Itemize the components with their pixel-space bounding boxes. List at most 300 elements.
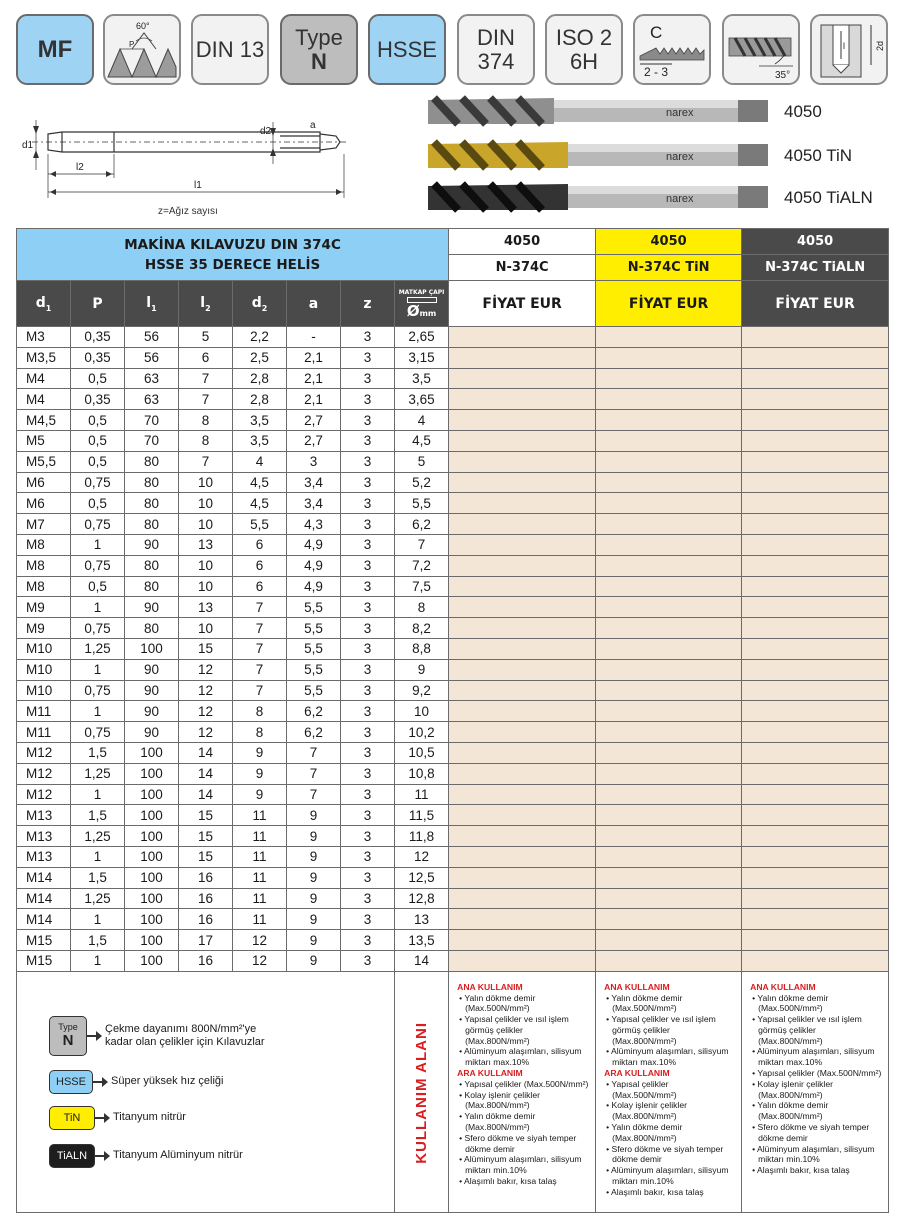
table-row: [17, 659, 889, 680]
price-cell: [742, 805, 889, 826]
table-row: [17, 514, 889, 535]
table-row: [17, 930, 889, 951]
cell-d1: M8: [17, 576, 71, 597]
cell-d1: M10: [17, 680, 71, 701]
din374-line1: DIN: [477, 24, 515, 50]
cell-d2: 7: [233, 638, 287, 659]
cell-p: 1,5: [71, 867, 125, 888]
cell-l1: 90: [125, 701, 179, 722]
arrow-right-icon: [95, 1155, 107, 1157]
cell-l2: 12: [179, 701, 233, 722]
cell-z: 3: [341, 950, 395, 971]
cell-drill: 13,5: [395, 930, 449, 951]
cell-z: 3: [341, 680, 395, 701]
cell-l2: 10: [179, 514, 233, 535]
cell-d2: 2,5: [233, 347, 287, 368]
cell-z: 3: [341, 763, 395, 784]
price-cell: [449, 742, 596, 763]
type-n-label: N: [311, 48, 327, 74]
cell-d2: 4,5: [233, 472, 287, 493]
cell-d2: 8: [233, 722, 287, 743]
cell-l1: 90: [125, 597, 179, 618]
price-cell: [596, 701, 742, 722]
usage-section: [17, 971, 889, 1212]
cell-p: 1,5: [71, 742, 125, 763]
iso-line1: ISO 2: [555, 24, 613, 50]
cell-l2: 15: [179, 846, 233, 867]
cell-l1: 90: [125, 680, 179, 701]
cell-p: 0,5: [71, 493, 125, 514]
price-cell: [596, 930, 742, 951]
price-cell: [742, 472, 889, 493]
cell-l2: 10: [179, 555, 233, 576]
legend-text: Titanyum Alüminyum nitrür: [113, 1149, 243, 1162]
cell-l1: 80: [125, 555, 179, 576]
cell-drill: 5: [395, 451, 449, 472]
price-cell: [596, 451, 742, 472]
price-cell: [742, 576, 889, 597]
price-cell: [596, 472, 742, 493]
col-header-a: a: [287, 281, 341, 327]
cell-p: 0,75: [71, 514, 125, 535]
cell-l2: 16: [179, 888, 233, 909]
cell-l1: 100: [125, 638, 179, 659]
price-cell: [449, 826, 596, 847]
legend-badge-tin: TiN: [49, 1106, 95, 1130]
cell-a: 5,5: [287, 597, 341, 618]
usage-item: • Alüminyum alaşımları, silisyum miktarı min.10%: [606, 1165, 729, 1187]
cell-d2: 5,5: [233, 514, 287, 535]
cell-drill: 7: [395, 534, 449, 555]
legend-text: Çekme dayanımı 800N/mm²'ye kadar olan çelikler için Kılavuzlar: [105, 1022, 265, 1048]
legend-text: Titanyum nitrür: [113, 1111, 186, 1124]
cell-l2: 7: [179, 451, 233, 472]
table-title: [17, 229, 449, 281]
cell-d1: M10: [17, 659, 71, 680]
table-row: [17, 950, 889, 971]
cell-a: 5,5: [287, 618, 341, 639]
cell-z: 3: [341, 534, 395, 555]
usage-item: • Alaşımlı bakır, kısa talaş: [606, 1186, 704, 1197]
price-cell: [596, 576, 742, 597]
table-row: [17, 867, 889, 888]
cell-l2: 10: [179, 618, 233, 639]
table-row: [17, 597, 889, 618]
usage-column-2: [596, 971, 742, 1212]
cell-d1: M4: [17, 368, 71, 389]
price-cell: [449, 327, 596, 348]
tool-image-tin: [428, 138, 768, 174]
usage-label-cell: [395, 971, 449, 1212]
col-header-d2: $d_2$: [233, 281, 287, 327]
depth-l-label: l: [843, 40, 845, 51]
cell-d2: 11: [233, 909, 287, 930]
cell-l2: 7: [179, 389, 233, 410]
thread-profile-icon: [103, 14, 181, 85]
tap-technical-drawing: [18, 114, 348, 218]
iso-tolerance-icon: [545, 14, 623, 85]
usage-vertical-label: KULLANIM ALANI: [413, 1021, 431, 1164]
usage-title: ANA KULLANIM: [750, 981, 816, 992]
cell-l1: 63: [125, 368, 179, 389]
price-cell: [742, 742, 889, 763]
cell-d2: 11: [233, 826, 287, 847]
blind-hole-icon: [810, 14, 888, 85]
usage-item: • Yalın dökme demir (Max.800N/mm²): [459, 1111, 536, 1133]
cell-p: 0,75: [71, 722, 125, 743]
price-cell: [742, 722, 889, 743]
price-cell: [449, 347, 596, 368]
cell-drill: 7,5: [395, 576, 449, 597]
cell-p: 0,5: [71, 576, 125, 597]
cell-a: 9: [287, 846, 341, 867]
cell-z: 3: [341, 638, 395, 659]
type-n-icon: [280, 14, 358, 85]
cell-d1: M13: [17, 826, 71, 847]
cell-a: 4,9: [287, 576, 341, 597]
usage-item: • Kolay işlenir çelikler (Max.800N/mm²): [752, 1078, 833, 1100]
helix-angle-label: 35°: [775, 69, 791, 80]
type-label: Type: [295, 24, 343, 50]
table-row: [17, 472, 889, 493]
cell-z: 3: [341, 597, 395, 618]
table-row: [17, 327, 889, 348]
cell-drill: 8,2: [395, 618, 449, 639]
cell-drill: 5,5: [395, 493, 449, 514]
cell-a: 2,7: [287, 410, 341, 431]
cell-a: 7: [287, 763, 341, 784]
cell-a: 5,5: [287, 659, 341, 680]
price-cell: [742, 680, 889, 701]
cell-p: 0,5: [71, 430, 125, 451]
cell-drill: 7,2: [395, 555, 449, 576]
cell-l2: 12: [179, 659, 233, 680]
cell-z: 3: [341, 347, 395, 368]
drill-title: MATKAP ÇAPI: [398, 289, 445, 296]
legend-cell: [17, 971, 395, 1212]
cell-d1: M10: [17, 638, 71, 659]
arrow-right-icon: [95, 1117, 107, 1119]
usage-item: • Alaşımlı bakır, kısa talaş: [459, 1176, 557, 1187]
cell-z: 3: [341, 618, 395, 639]
usage-item: • Alüminyum alaşımları, silisyum miktarı min.10%: [459, 1154, 582, 1176]
cell-d2: 9: [233, 742, 287, 763]
usage-item: • Yalın dökme demir (Max.500N/mm²): [459, 992, 536, 1014]
table-row: [17, 618, 889, 639]
price-cell: [742, 451, 889, 472]
usage-item: • Yapısal çelikler (Max.500N/mm²): [606, 1078, 677, 1100]
cell-l2: 15: [179, 805, 233, 826]
a-label: a: [310, 120, 316, 131]
tool-image-bright: [428, 94, 768, 130]
d1-label: d1: [22, 140, 34, 151]
cell-p: 0,35: [71, 327, 125, 348]
price-cell: [596, 493, 742, 514]
cell-p: 1: [71, 597, 125, 618]
cell-a: 6,2: [287, 701, 341, 722]
cell-drill: 4,5: [395, 430, 449, 451]
price-cell: [449, 680, 596, 701]
cell-drill: 3,5: [395, 368, 449, 389]
price-cell: [449, 410, 596, 431]
usage-item: • Yapısal çelikler (Max.500N/mm²): [459, 1078, 589, 1089]
cell-d1: M11: [17, 701, 71, 722]
price-cell: [742, 930, 889, 951]
price-cell: [449, 576, 596, 597]
price-cell: [449, 389, 596, 410]
price-cell: [449, 888, 596, 909]
cell-a: 9: [287, 930, 341, 951]
cell-a: 2,1: [287, 368, 341, 389]
tool-image-tialn: [428, 180, 768, 216]
usage-item: • Sfero dökme ve siyah temper dökme demir: [459, 1132, 577, 1154]
table-row: [17, 742, 889, 763]
cell-d1: M12: [17, 763, 71, 784]
cell-a: 9: [287, 888, 341, 909]
price-cell: [449, 618, 596, 639]
cell-d2: 7: [233, 680, 287, 701]
cell-a: 3: [287, 451, 341, 472]
cell-d2: 6: [233, 576, 287, 597]
cell-d2: 3,5: [233, 410, 287, 431]
cell-a: 9: [287, 909, 341, 930]
table-row: [17, 805, 889, 826]
price-cell: [449, 846, 596, 867]
table-row: [17, 701, 889, 722]
cell-p: 1: [71, 534, 125, 555]
cell-p: 1,25: [71, 638, 125, 659]
usage-item: • Sfero dökme ve siyah temper dökme demir: [606, 1143, 724, 1165]
tool-label-tin: 4050 TiN: [784, 146, 853, 165]
cell-l1: 90: [125, 722, 179, 743]
col-header-z: z: [341, 281, 395, 327]
legend-item-tin: [49, 1106, 186, 1130]
usage-item: • Yalın dökme demir (Max.500N/mm²): [606, 992, 683, 1014]
table-title-line2: HSSE 35 DERECE HELİS: [144, 256, 321, 273]
cell-drill: 3,15: [395, 347, 449, 368]
cell-l1: 70: [125, 410, 179, 431]
cell-a: 3,4: [287, 493, 341, 514]
cell-d1: M15: [17, 930, 71, 951]
cell-p: 1: [71, 784, 125, 805]
legend-badge-tialn: TiALN: [49, 1144, 95, 1168]
depth-label: 2d: [875, 40, 885, 51]
usage-item: • Kolay işlenir çelikler (Max.800N/mm²): [606, 1100, 687, 1122]
flute-count-caption: z=Ağız sayısı: [158, 206, 218, 217]
cell-drill: 12,5: [395, 867, 449, 888]
cell-p: 0,5: [71, 410, 125, 431]
col-header-d1: $d_1$: [17, 281, 71, 327]
cell-a: 7: [287, 784, 341, 805]
cell-d1: M8: [17, 555, 71, 576]
price-cell: [596, 389, 742, 410]
cell-drill: 4: [395, 410, 449, 431]
cell-l2: 8: [179, 430, 233, 451]
price-cell: [596, 867, 742, 888]
cell-z: 3: [341, 888, 395, 909]
cell-d2: 11: [233, 846, 287, 867]
cell-a: 2,1: [287, 347, 341, 368]
price-cell: [742, 534, 889, 555]
cell-z: 3: [341, 493, 395, 514]
price-cell: [742, 826, 889, 847]
cell-z: 3: [341, 368, 395, 389]
cell-a: 9: [287, 950, 341, 971]
cell-l2: 7: [179, 368, 233, 389]
price-cell: [596, 555, 742, 576]
usage-item: • Kolay işlenir çelikler (Max.800N/mm²): [459, 1089, 540, 1111]
price-cell: [596, 514, 742, 535]
cell-d1: M15: [17, 950, 71, 971]
product-code-2: 4050: [596, 229, 742, 255]
cell-l1: 100: [125, 846, 179, 867]
cell-d2: 12: [233, 950, 287, 971]
cell-d1: M6: [17, 472, 71, 493]
property-icon-row: [16, 14, 888, 86]
price-cell: [596, 347, 742, 368]
cell-a: 5,5: [287, 680, 341, 701]
cell-z: 3: [341, 430, 395, 451]
cell-p: 1: [71, 950, 125, 971]
cell-p: 0,5: [71, 368, 125, 389]
cell-l1: 100: [125, 867, 179, 888]
price-header-3: FİYAT EUR: [742, 281, 889, 327]
cell-d2: 7: [233, 659, 287, 680]
price-cell: [596, 784, 742, 805]
cell-l1: 80: [125, 451, 179, 472]
cell-l2: 16: [179, 867, 233, 888]
l1-label: l1: [194, 180, 202, 191]
cell-drill: 13: [395, 909, 449, 930]
brand-mark-bright: narex: [666, 107, 694, 119]
price-cell: [449, 451, 596, 472]
table-row: [17, 638, 889, 659]
usage-item: • Alaşımlı bakır, kısa talaş: [752, 1165, 850, 1176]
price-cell: [742, 493, 889, 514]
cell-d1: M13: [17, 846, 71, 867]
cell-d1: M3,5: [17, 347, 71, 368]
cell-z: 3: [341, 742, 395, 763]
price-cell: [596, 680, 742, 701]
table-row: [17, 555, 889, 576]
col-header-l2: $l_2$: [179, 281, 233, 327]
table-row: [17, 451, 889, 472]
usage-item: • Yalın dökme demir (Max.800N/mm²): [606, 1122, 683, 1143]
price-cell: [742, 950, 889, 971]
cell-d2: 2,8: [233, 389, 287, 410]
tool-photos: [428, 92, 888, 218]
price-cell: [742, 368, 889, 389]
price-cell: [596, 909, 742, 930]
cell-drill: 12,8: [395, 888, 449, 909]
cell-drill: 10,5: [395, 742, 449, 763]
cell-p: 1: [71, 846, 125, 867]
cell-d1: M13: [17, 805, 71, 826]
mf-thread-icon: [16, 14, 94, 85]
cell-l2: 10: [179, 493, 233, 514]
cell-a: 9: [287, 805, 341, 826]
cell-d2: 4,5: [233, 493, 287, 514]
price-cell: [596, 327, 742, 348]
cell-p: 1: [71, 909, 125, 930]
cell-l2: 14: [179, 763, 233, 784]
cell-d1: M9: [17, 618, 71, 639]
product-code-1: 4050: [449, 229, 596, 255]
cell-l1: 80: [125, 618, 179, 639]
cell-l1: 100: [125, 784, 179, 805]
price-cell: [742, 701, 889, 722]
cell-d1: M12: [17, 784, 71, 805]
tool-label-bright: 4050: [784, 102, 822, 121]
cell-l2: 10: [179, 472, 233, 493]
usage-item: • Yapısal çelikler ve ısıl işlem görmüş çelikler (Max.800N/mm²): [606, 1014, 716, 1046]
mf-label: MF: [37, 35, 73, 63]
cell-p: 0,35: [71, 389, 125, 410]
usage-item: • Yalın dökme demir (Max.500N/mm²): [752, 992, 829, 1014]
cell-drill: 8: [395, 597, 449, 618]
price-cell: [449, 430, 596, 451]
pitch-label: P: [129, 39, 135, 49]
cell-l1: 90: [125, 534, 179, 555]
product-name-3: N-374C TiALN: [742, 255, 889, 281]
table-row: [17, 493, 889, 514]
price-cell: [742, 327, 889, 348]
cell-d2: 6: [233, 555, 287, 576]
legend-text: Süper yüksek hız çeliği: [111, 1075, 224, 1088]
price-cell: [596, 805, 742, 826]
cell-d1: M3: [17, 327, 71, 348]
price-cell: [742, 618, 889, 639]
cell-l2: 16: [179, 950, 233, 971]
cell-z: 3: [341, 410, 395, 431]
chamfer-range: 2 - 3: [644, 64, 669, 79]
cell-p: 0,75: [71, 555, 125, 576]
cell-d1: M11: [17, 722, 71, 743]
cell-p: 0,75: [71, 618, 125, 639]
cell-p: 1: [71, 659, 125, 680]
col-header-l1: $l_1$: [125, 281, 179, 327]
price-cell: [742, 555, 889, 576]
price-cell: [596, 638, 742, 659]
usage-title: ANA KULLANIM: [457, 981, 523, 992]
cell-a: 9: [287, 826, 341, 847]
cell-p: 1,5: [71, 930, 125, 951]
cell-l2: 14: [179, 742, 233, 763]
price-cell: [742, 867, 889, 888]
cell-l1: 100: [125, 950, 179, 971]
table-row: [17, 888, 889, 909]
cell-l2: 6: [179, 347, 233, 368]
cell-d2: 7: [233, 597, 287, 618]
cell-d2: 3,5: [233, 430, 287, 451]
cell-p: 0,5: [71, 451, 125, 472]
legend-item-tialn: [49, 1144, 243, 1168]
cell-l2: 12: [179, 680, 233, 701]
table-row: [17, 909, 889, 930]
legend-badge-text: N: [62, 1032, 74, 1050]
cell-l2: 10: [179, 576, 233, 597]
price-cell: [449, 555, 596, 576]
price-cell: [596, 950, 742, 971]
usage-item: • Yapısal çelikler ve ısıl işlem görmüş çelikler (Max.800N/mm²): [752, 1014, 862, 1046]
cell-d1: M14: [17, 867, 71, 888]
cell-z: 3: [341, 514, 395, 535]
price-cell: [742, 430, 889, 451]
arrow-right-icon: [93, 1081, 105, 1083]
cell-d2: 2,2: [233, 327, 287, 348]
legend: [17, 972, 394, 1212]
din13-label: DIN 13: [195, 36, 265, 62]
